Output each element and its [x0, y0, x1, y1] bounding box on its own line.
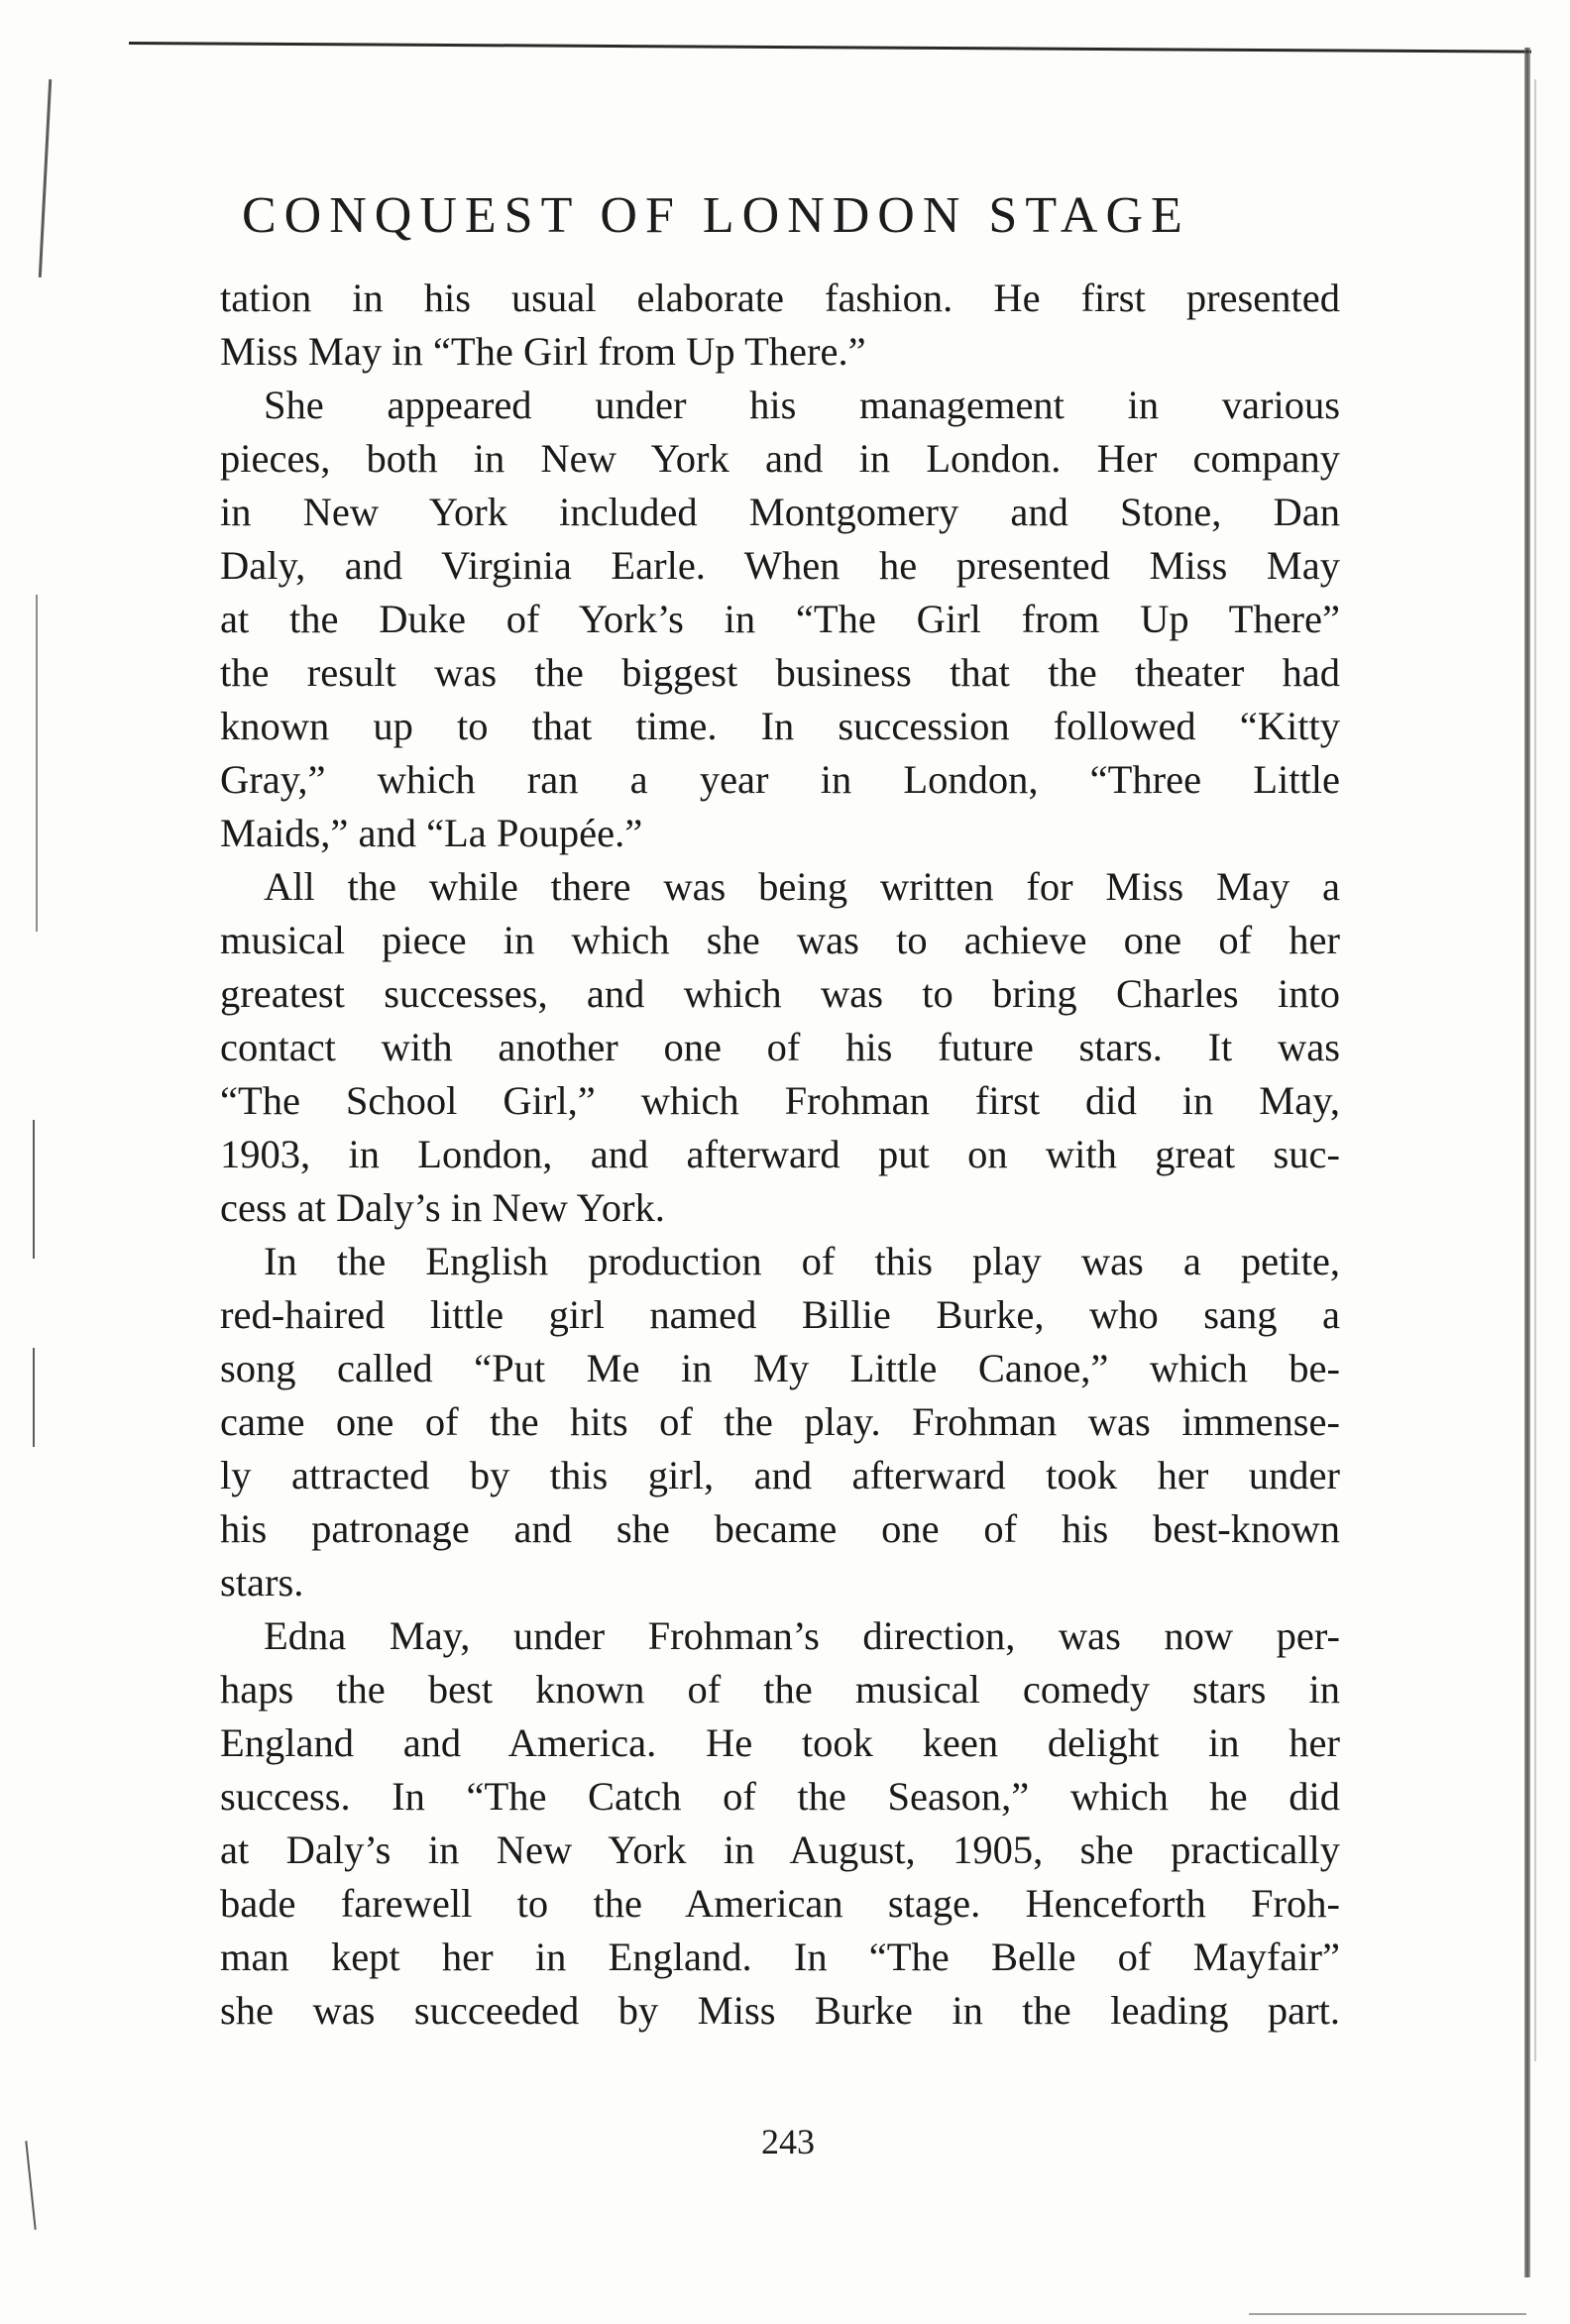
- text-line: In the English production of this play was a petite,: [264, 1239, 1340, 1283]
- text-line: contact with another one of his future stars. It was: [220, 1025, 1340, 1069]
- page-number: 243: [761, 2122, 815, 2161]
- gutter-mark: [36, 595, 38, 932]
- page-edge-shadow: [1524, 48, 1530, 2277]
- text-line: greatest successes, and which was to bring Charles into: [220, 971, 1340, 1016]
- text-line: pieces, both in New York and in London. Her company: [220, 436, 1340, 481]
- text-line: “The School Girl,” which Frohman first did in May,: [220, 1078, 1340, 1123]
- text-line: came one of the hits of the play. Frohman was immense-: [220, 1399, 1340, 1444]
- text-line: Maids,” and “La Poupée.”: [220, 811, 643, 855]
- page-edge-line: [1534, 79, 1536, 2061]
- text-line: song called “Put Me in My Little Canoe,” which be-: [220, 1346, 1340, 1390]
- body-text: [220, 272, 1340, 2038]
- gutter-mark: [33, 1348, 35, 1447]
- text-line: haps the best known of the musical comedy stars in: [220, 1667, 1340, 1712]
- text-line: known up to that time. In succession followed “Kitty: [220, 704, 1340, 748]
- text-line: Daly, and Virginia Earle. When he presented Miss May: [220, 543, 1340, 588]
- text-line: man kept her in England. In “The Belle of Mayfair”: [220, 1935, 1340, 1979]
- text-line: musical piece in which she was to achieve one of her: [220, 918, 1340, 962]
- text-line: 1903, in London, and afterward put on with great suc-: [220, 1132, 1340, 1176]
- text-line: the result was the biggest business that the theater had: [220, 650, 1340, 695]
- running-head: CONQUEST OF LONDON STAGE: [242, 187, 1190, 244]
- text-line: ly attracted by this girl, and afterward took her under: [220, 1453, 1340, 1497]
- bottom-rule: [1249, 2313, 1526, 2315]
- text-line: at the Duke of York’s in “The Girl from Up There”: [220, 597, 1340, 641]
- text-line: success. In “The Catch of the Season,” which he did: [220, 1774, 1340, 1819]
- gutter-mark: [25, 2141, 36, 2230]
- text-line: in New York included Montgomery and Stone, Dan: [220, 490, 1340, 534]
- text-line: at Daly’s in New York in August, 1905, she practically: [220, 1827, 1340, 1872]
- text-line: She appeared under his management in various: [264, 383, 1340, 427]
- text-line: stars.: [220, 1560, 304, 1605]
- gutter-mark: [33, 1120, 35, 1259]
- text-line: Edna May, under Frohman’s direction, was now per-: [264, 1613, 1340, 1658]
- text-line: bade farewell to the American stage. Henceforth Froh-: [220, 1881, 1340, 1926]
- text-line: Miss May in “The Girl from Up There.”: [220, 329, 866, 374]
- text-line: she was succeeded by Miss Burke in the leading part.: [220, 1988, 1340, 2033]
- gutter-mark: [39, 79, 52, 277]
- text-line: red-haired little girl named Billie Burke, who sang a: [220, 1292, 1340, 1337]
- text-line: Gray,” which ran a year in London, “Three Little: [220, 757, 1340, 802]
- top-rule: [129, 42, 1531, 54]
- text-line: All the while there was being written for Miss May a: [264, 864, 1340, 909]
- text-line: his patronage and she became one of his best-known: [220, 1506, 1340, 1551]
- text-line: cess at Daly’s in New York.: [220, 1185, 665, 1230]
- text-line: England and America. He took keen delight in her: [220, 1720, 1340, 1765]
- text-line: tation in his usual elaborate fashion. He first presented: [220, 276, 1340, 320]
